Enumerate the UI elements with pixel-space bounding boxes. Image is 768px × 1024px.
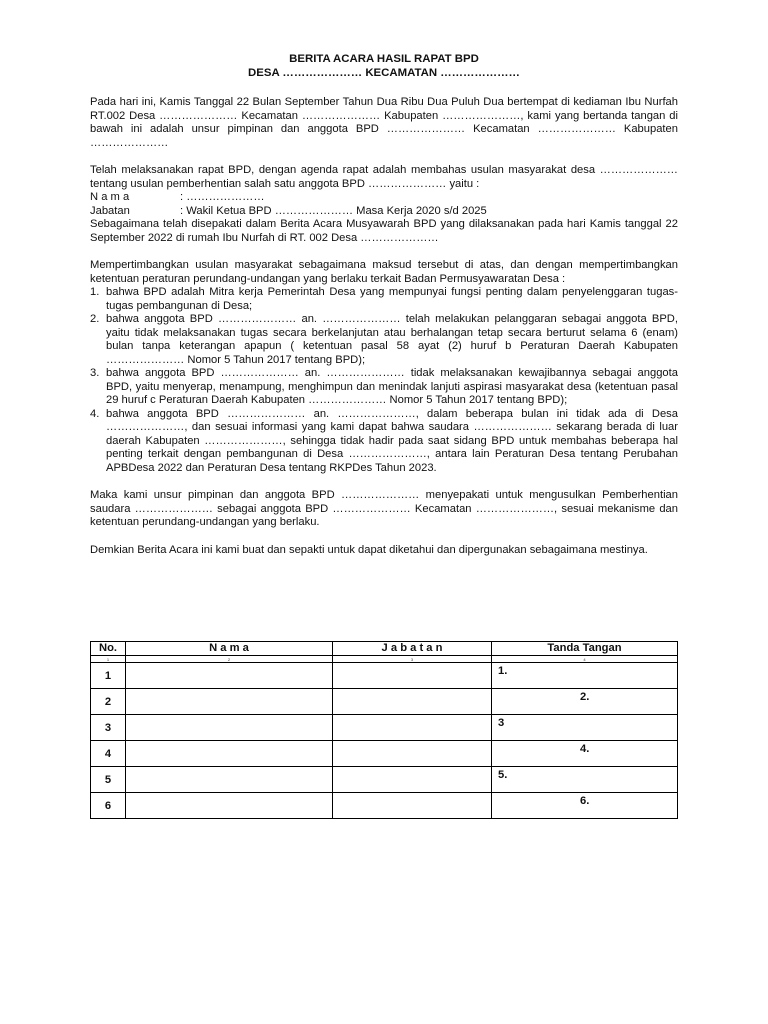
jabatan-row (90, 205, 678, 219)
name-cell (126, 793, 333, 819)
consideration-list (90, 286, 678, 475)
agenda-paragraph: Telah melaksanakan rapat BPD, dengan agenda rapat adalah membahas usulan masyarakat desa ………………… tentang usulan pemberhentian salah satu anggota BPD ………………… yaitu : (90, 164, 678, 190)
list-item: 4. bahwa anggota BPD ………………… an. …………………, dalam beberapa bulan ini tidak ada di Desa …………………, dan sesuai informasi yang kami dapat bahwa saudara ………………… sekarang berada di luar daerah Kabupaten …………………, sehingga tidak hadir pada saat sidang BPD untuk membahas beberapa hal penting terkait dengan pembangunan di Desa …………………, antara lain Peraturan Desa tentang Perubahan APBDesa 2022 dan Peraturan Desa tentang RKPDes Tahun 2023. (90, 407, 678, 474)
header-tanda-tangan: Tanda Tangan (492, 642, 678, 656)
jabatan-label: Jabatan (90, 204, 130, 217)
table-row: 6 6. (91, 793, 678, 819)
position-cell (333, 741, 492, 767)
header-nama: N a m a (126, 642, 333, 656)
position-cell (333, 767, 492, 793)
title-line-1: BERITA ACARA HASIL RAPAT BPD (289, 53, 479, 65)
agreement-paragraph: Sebagaimana telah disepakati dalam Berita Acara Musyawarah BPD yang dilaksanakan pada hari Kamis tanggal 22 September 2022 di rumah Ibu Nurfah di RT. 002 Desa ………………… (90, 218, 678, 244)
closing-paragraph: Demkian Berita Acara ini kami buat dan sepakti untuk dapat diketahui dan dipergunakan sebagaimana mestinya. (90, 543, 648, 556)
table-header-row (91, 642, 678, 656)
signature-cell: 3 (492, 715, 678, 741)
table-row: 1 1. (91, 663, 678, 689)
table-row: 2 2. (91, 689, 678, 715)
jabatan-value: : Wakil Ketua BPD ………………… Masa Kerja 2020 s/d 2025 (180, 204, 487, 217)
header-jabatan: J a b a t a n (333, 642, 492, 656)
table-row: 4 4. (91, 741, 678, 767)
list-item: 3. bahwa anggota BPD ………………… an. ………………… tidak melaksanakan kewajibannya sebagai anggota BPD, yaitu menyerap, menampung, menghimpun dan menindak lanjuti aspirasi masyarakat desa (ketentuan pasal 29 huruf c Peraturan Daerah Kabupaten ………………… Nomor 5 Tahun 2017 tentang BPD); (90, 367, 678, 406)
signature-table (90, 641, 678, 819)
header-no: No. (91, 642, 126, 656)
signature-cell: 1. (492, 663, 678, 689)
position-cell (333, 715, 492, 741)
signature-cell: 6. (492, 793, 678, 819)
opening-paragraph: Pada hari ini, Kamis Tanggal 22 Bulan September Tahun Dua Ribu Dua Puluh Dua bertempat di kediaman Ibu Nurfah RT.002 Desa ………………… Kecamatan ………………… Kabupaten …………………, kami yang bertanda tangan di bawah ini adalah unsur pimpinan dan anggota BPD ………………… Kecamatan ………………… Kabupaten ………………… (90, 96, 678, 149)
position-cell (333, 793, 492, 819)
name-cell (126, 689, 333, 715)
table-row: 3 3 (91, 715, 678, 741)
table-index-row: 1 2 3 4 (91, 656, 678, 663)
document-body (90, 52, 678, 557)
document-title (90, 52, 678, 80)
consideration-paragraph: Mempertimbangkan usulan masyarakat sebagaimana maksud tersebut di atas, dan dengan mempertimbangkan ketentuan peraturan perundang-undangan yang berlaku terkait Badan Permusyawaratan Desa : (90, 259, 678, 285)
list-item: 2. bahwa anggota BPD ………………… an. ………………… telah melakukan pelanggaran sebagai anggota BPD, yaitu tidak melaksanakan tugas secara berkelanjutan atau berhalangan tetap secara berturut selama 6 (enam) bulan tanpa keterangan apapun ( ketentuan pasal 58 ayat (2) huruf b Peraturan Daerah Kabupaten ………………… Nomor 5 Tahun 2017 tentang BPD); (90, 313, 678, 366)
position-cell (333, 689, 492, 715)
nama-label: N a m a (90, 191, 130, 203)
signature-cell: 4. (492, 741, 678, 767)
title-line-2: DESA ………………… KECAMATAN ………………… (248, 67, 520, 79)
name-cell (126, 741, 333, 767)
position-cell (333, 663, 492, 689)
table-row: 5 5. (91, 767, 678, 793)
signature-cell: 2. (492, 689, 678, 715)
name-cell (126, 767, 333, 793)
nama-row (90, 191, 678, 205)
list-item: 1. bahwa BPD adalah Mitra kerja Pemerintah Desa yang mempunyai fungsi penting dalam penyelenggaran tugas-tugas pembangunan di Desa; (90, 286, 678, 312)
nama-value: : ………………… (180, 191, 265, 203)
name-cell (126, 663, 333, 689)
name-cell (126, 715, 333, 741)
decision-paragraph: Maka kami unsur pimpinan dan anggota BPD ………………… menyepakati untuk mengusulkan Pemberhentian saudara ………………… sebagai anggota BPD ………………… Kecamatan …………………, sesuai mekanisme dan ketentuan perundang-undangan yang berlaku. (90, 489, 678, 528)
signature-cell: 5. (492, 767, 678, 793)
